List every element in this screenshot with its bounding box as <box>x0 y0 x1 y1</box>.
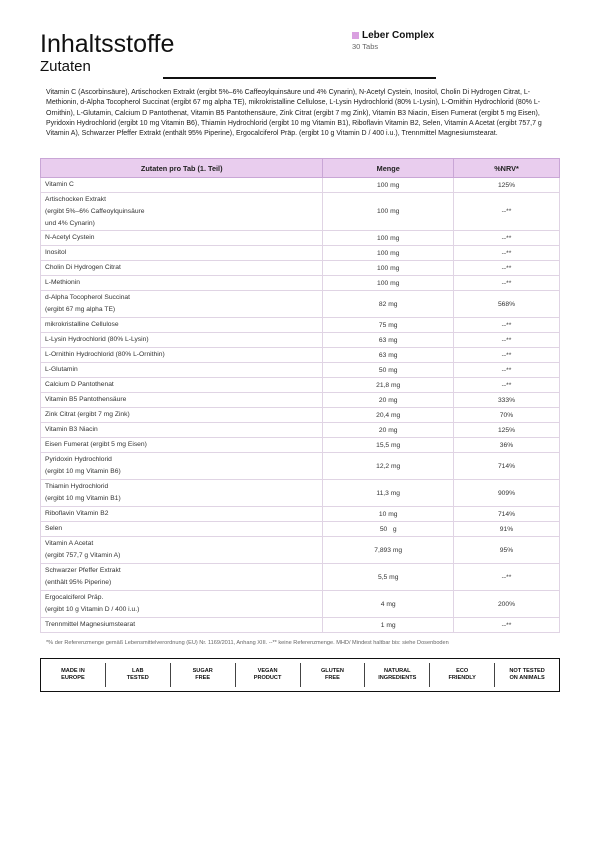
page-title: Inhaltsstoffe <box>40 30 175 58</box>
ingredient-amount: 1 mg <box>323 618 454 633</box>
table-row <box>41 564 560 591</box>
column-header-ingredient: Zutaten pro Tab (1. Teil) <box>41 159 323 178</box>
ingredient-nrv: --** <box>454 246 560 261</box>
badge: NATURAL INGREDIENTS <box>365 663 430 687</box>
table-row <box>41 348 560 363</box>
ingredient-nrv: 909% <box>454 480 560 507</box>
ingredient-nrv: 568% <box>454 291 560 318</box>
ingredient-amount: 100 mg <box>323 193 454 231</box>
ingredient-name: L-Ornithin Hydrochlorid (80% L-Ornithin) <box>41 348 323 363</box>
ingredient-amount: 82 mg <box>323 291 454 318</box>
table-header-row <box>41 159 560 178</box>
column-header-nrv: %NRV* <box>454 159 560 178</box>
badge-strip <box>40 658 560 692</box>
product-size: 30 Tabs <box>352 42 379 51</box>
ingredient-amount: 100 mg <box>323 246 454 261</box>
table-row <box>41 261 560 276</box>
table-row <box>41 393 560 408</box>
ingredient-name: Inositol <box>41 246 323 261</box>
table-row <box>41 507 560 522</box>
page-subtitle: Zutaten <box>40 58 91 75</box>
ingredient-nrv: 714% <box>454 507 560 522</box>
badge: VEGAN PRODUCT <box>236 663 301 687</box>
table-row <box>41 276 560 291</box>
ingredient-nrv: --** <box>454 333 560 348</box>
ingredient-nrv: 125% <box>454 178 560 193</box>
badge: NOT TESTED ON ANIMALS <box>509 668 545 681</box>
ingredient-nrv: 70% <box>454 408 560 423</box>
ingredient-name: Zink Citrat (ergibt 7 mg Zink) <box>41 408 323 423</box>
ingredient-name: Selen <box>41 522 323 537</box>
table-row <box>41 423 560 438</box>
ingredient-nrv: --** <box>454 348 560 363</box>
ingredient-nrv: --** <box>454 564 560 591</box>
nutrition-table <box>40 158 560 633</box>
ingredient-amount: 12,2 mg <box>323 453 454 480</box>
ingredient-nrv: 36% <box>454 438 560 453</box>
badge: ECO FRIENDLY <box>430 663 495 687</box>
ingredient-amount: 11,3 mg <box>323 480 454 507</box>
ingredient-nrv: 95% <box>454 537 560 564</box>
ingredient-nrv: 125% <box>454 423 560 438</box>
table-row <box>41 618 560 633</box>
table-row <box>41 318 560 333</box>
ingredient-name: Pyridoxin Hydrochlorid (ergibt 10 mg Vitamin B6) <box>41 453 323 480</box>
ingredient-name: Cholin Di Hydrogen Citrat <box>41 261 323 276</box>
ingredient-amount: 63 mg <box>323 348 454 363</box>
table-row <box>41 193 560 231</box>
ingredient-amount: 100 mg <box>323 261 454 276</box>
ingredient-name: L-Lysin Hydrochlorid (80% L-Lysin) <box>41 333 323 348</box>
ingredient-amount: 20,4 mg <box>323 408 454 423</box>
header-divider <box>163 77 436 79</box>
ingredient-name: Thiamin Hydrochlorid (ergibt 10 mg Vitamin B1) <box>41 480 323 507</box>
ingredient-amount: 75 mg <box>323 318 454 333</box>
table-row <box>41 438 560 453</box>
table-row <box>41 178 560 193</box>
ingredient-nrv: 333% <box>454 393 560 408</box>
badge: LAB TESTED <box>106 663 171 687</box>
table-row <box>41 453 560 480</box>
ingredient-amount: 7,893 mg <box>323 537 454 564</box>
ingredient-nrv: --** <box>454 618 560 633</box>
product-label <box>352 30 434 51</box>
table-row <box>41 408 560 423</box>
ingredient-amount: 15,5 mg <box>323 438 454 453</box>
ingredient-nrv: --** <box>454 378 560 393</box>
ingredient-nrv: --** <box>454 231 560 246</box>
ingredient-nrv: --** <box>454 261 560 276</box>
ingredient-name: Vitamin C <box>41 178 323 193</box>
ingredient-name: Vitamin B3 Niacin <box>41 423 323 438</box>
ingredient-amount: 20 mg <box>323 393 454 408</box>
ingredient-amount: 50 mg <box>323 363 454 378</box>
ingredient-amount: 20 mg <box>323 423 454 438</box>
ingredient-name: Trennmittel Magnesiumstearat <box>41 618 323 633</box>
ingredient-name: Vitamin A Acetat (ergibt 757,7 g Vitamin A) <box>41 537 323 564</box>
table-body <box>41 178 560 633</box>
table-row <box>41 231 560 246</box>
table-row <box>41 333 560 348</box>
ingredient-nrv: 91% <box>454 522 560 537</box>
ingredient-nrv: --** <box>454 363 560 378</box>
table-row <box>41 291 560 318</box>
ingredient-amount: 100 mg <box>323 178 454 193</box>
ingredient-name: Artischocken Extrakt (ergibt 5%–6% Caffeoylquinsäure und 4% Cynarin) <box>41 193 323 231</box>
ingredient-name: mikrokristalline Cellulose <box>41 318 323 333</box>
ingredient-nrv: 200% <box>454 591 560 618</box>
ingredient-name: L-Glutamin <box>41 363 323 378</box>
ingredient-name: L-Methionin <box>41 276 323 291</box>
ingredient-amount: 5,5 mg <box>323 564 454 591</box>
ingredient-nrv: --** <box>454 193 560 231</box>
table-row <box>41 378 560 393</box>
ingredient-amount: 100 mg <box>323 276 454 291</box>
ingredient-amount: 21,8 mg <box>323 378 454 393</box>
ingredient-nrv: --** <box>454 276 560 291</box>
ingredient-name: Eisen Fumerat (ergibt 5 mg Eisen) <box>41 438 323 453</box>
ingredients-text: Vitamin C (Ascorbinsäure), Artischocken Extrakt (ergibt 5%–6% Caffeoylquinsäure und 4% Cynarin), N-Acetyl Cystein, Inositol, Cholin Di Hydrogen Citrat, L-Methionin, d-Alpha Tocopherol Succinat (ergibt 67 mg alpha TE), mikrokristalline Cellulose, L-Lysin Hydrochlorid (80% L-Lysin), L-Ornithin Hydrochlorid (80% L-Ornithin), L-Glutamin, Calcium D Pantothenat, Vitamin B5 Pantothensäure, Zink Citrat (ergibt 7 mg Zink), Vitamin B3 Niacin, Eisen Fumerat (ergibt 5 mg Eisen), Pyridoxin Hydrochlorid (ergibt 10 mg Vitamin B6), Thiamin Hydrochlorid (ergibt 10 mg Vitamin B1), Riboflavin Vitamin B2, Selen, Vitamin A Acetat (ergibt 757,7 g Vitamin A), Schwarzer Pfeffer Extrakt (enthält 95% Piperine), Ergocalciferol Präp. (ergibt 10 g Vitamin D / 400 i.u.), Trennmittel Magnesiumstearat. <box>46 89 542 138</box>
ingredient-name: Ergocalciferol Präp. (ergibt 10 g Vitamin D / 400 i.u.) <box>41 591 323 618</box>
ingredient-name: N-Acetyl Cystein <box>41 231 323 246</box>
ingredient-name: Vitamin B5 Pantothensäure <box>41 393 323 408</box>
ingredient-amount: 63 mg <box>323 333 454 348</box>
ingredient-name: Schwarzer Pfeffer Extrakt (enthält 95% Piperine) <box>41 564 323 591</box>
ingredient-amount: 10 mg <box>323 507 454 522</box>
badge: GLUTEN FREE <box>301 663 366 687</box>
table-row <box>41 363 560 378</box>
badge: SUGAR FREE <box>171 663 236 687</box>
product-color-swatch <box>352 32 359 39</box>
ingredient-amount: 100 mg <box>323 231 454 246</box>
ingredient-name: Riboflavin Vitamin B2 <box>41 507 323 522</box>
badge: MADE IN EUROPE <box>41 663 106 687</box>
table-row <box>41 522 560 537</box>
ingredient-name: d-Alpha Tocopherol Succinat (ergibt 67 mg alpha TE) <box>41 291 323 318</box>
column-header-amount: Menge <box>323 159 454 178</box>
ingredient-name: Calcium D Pantothenat <box>41 378 323 393</box>
product-name: Leber Complex <box>362 30 435 41</box>
ingredient-nrv: 714% <box>454 453 560 480</box>
table-row <box>41 591 560 618</box>
table-row <box>41 537 560 564</box>
footnote: *% der Referenzmenge gemäß Lebensmittelverordnung (EU) Nr. 1169/2011, Anhang XIII. --** keine Referenzmenge. MHD/ Mindest haltbar bis: siehe Dosenboden <box>46 640 449 646</box>
ingredient-amount: 4 mg <box>323 591 454 618</box>
table-row <box>41 246 560 261</box>
table-row <box>41 480 560 507</box>
ingredient-amount: 50 g <box>323 522 454 537</box>
ingredient-nrv: --** <box>454 318 560 333</box>
